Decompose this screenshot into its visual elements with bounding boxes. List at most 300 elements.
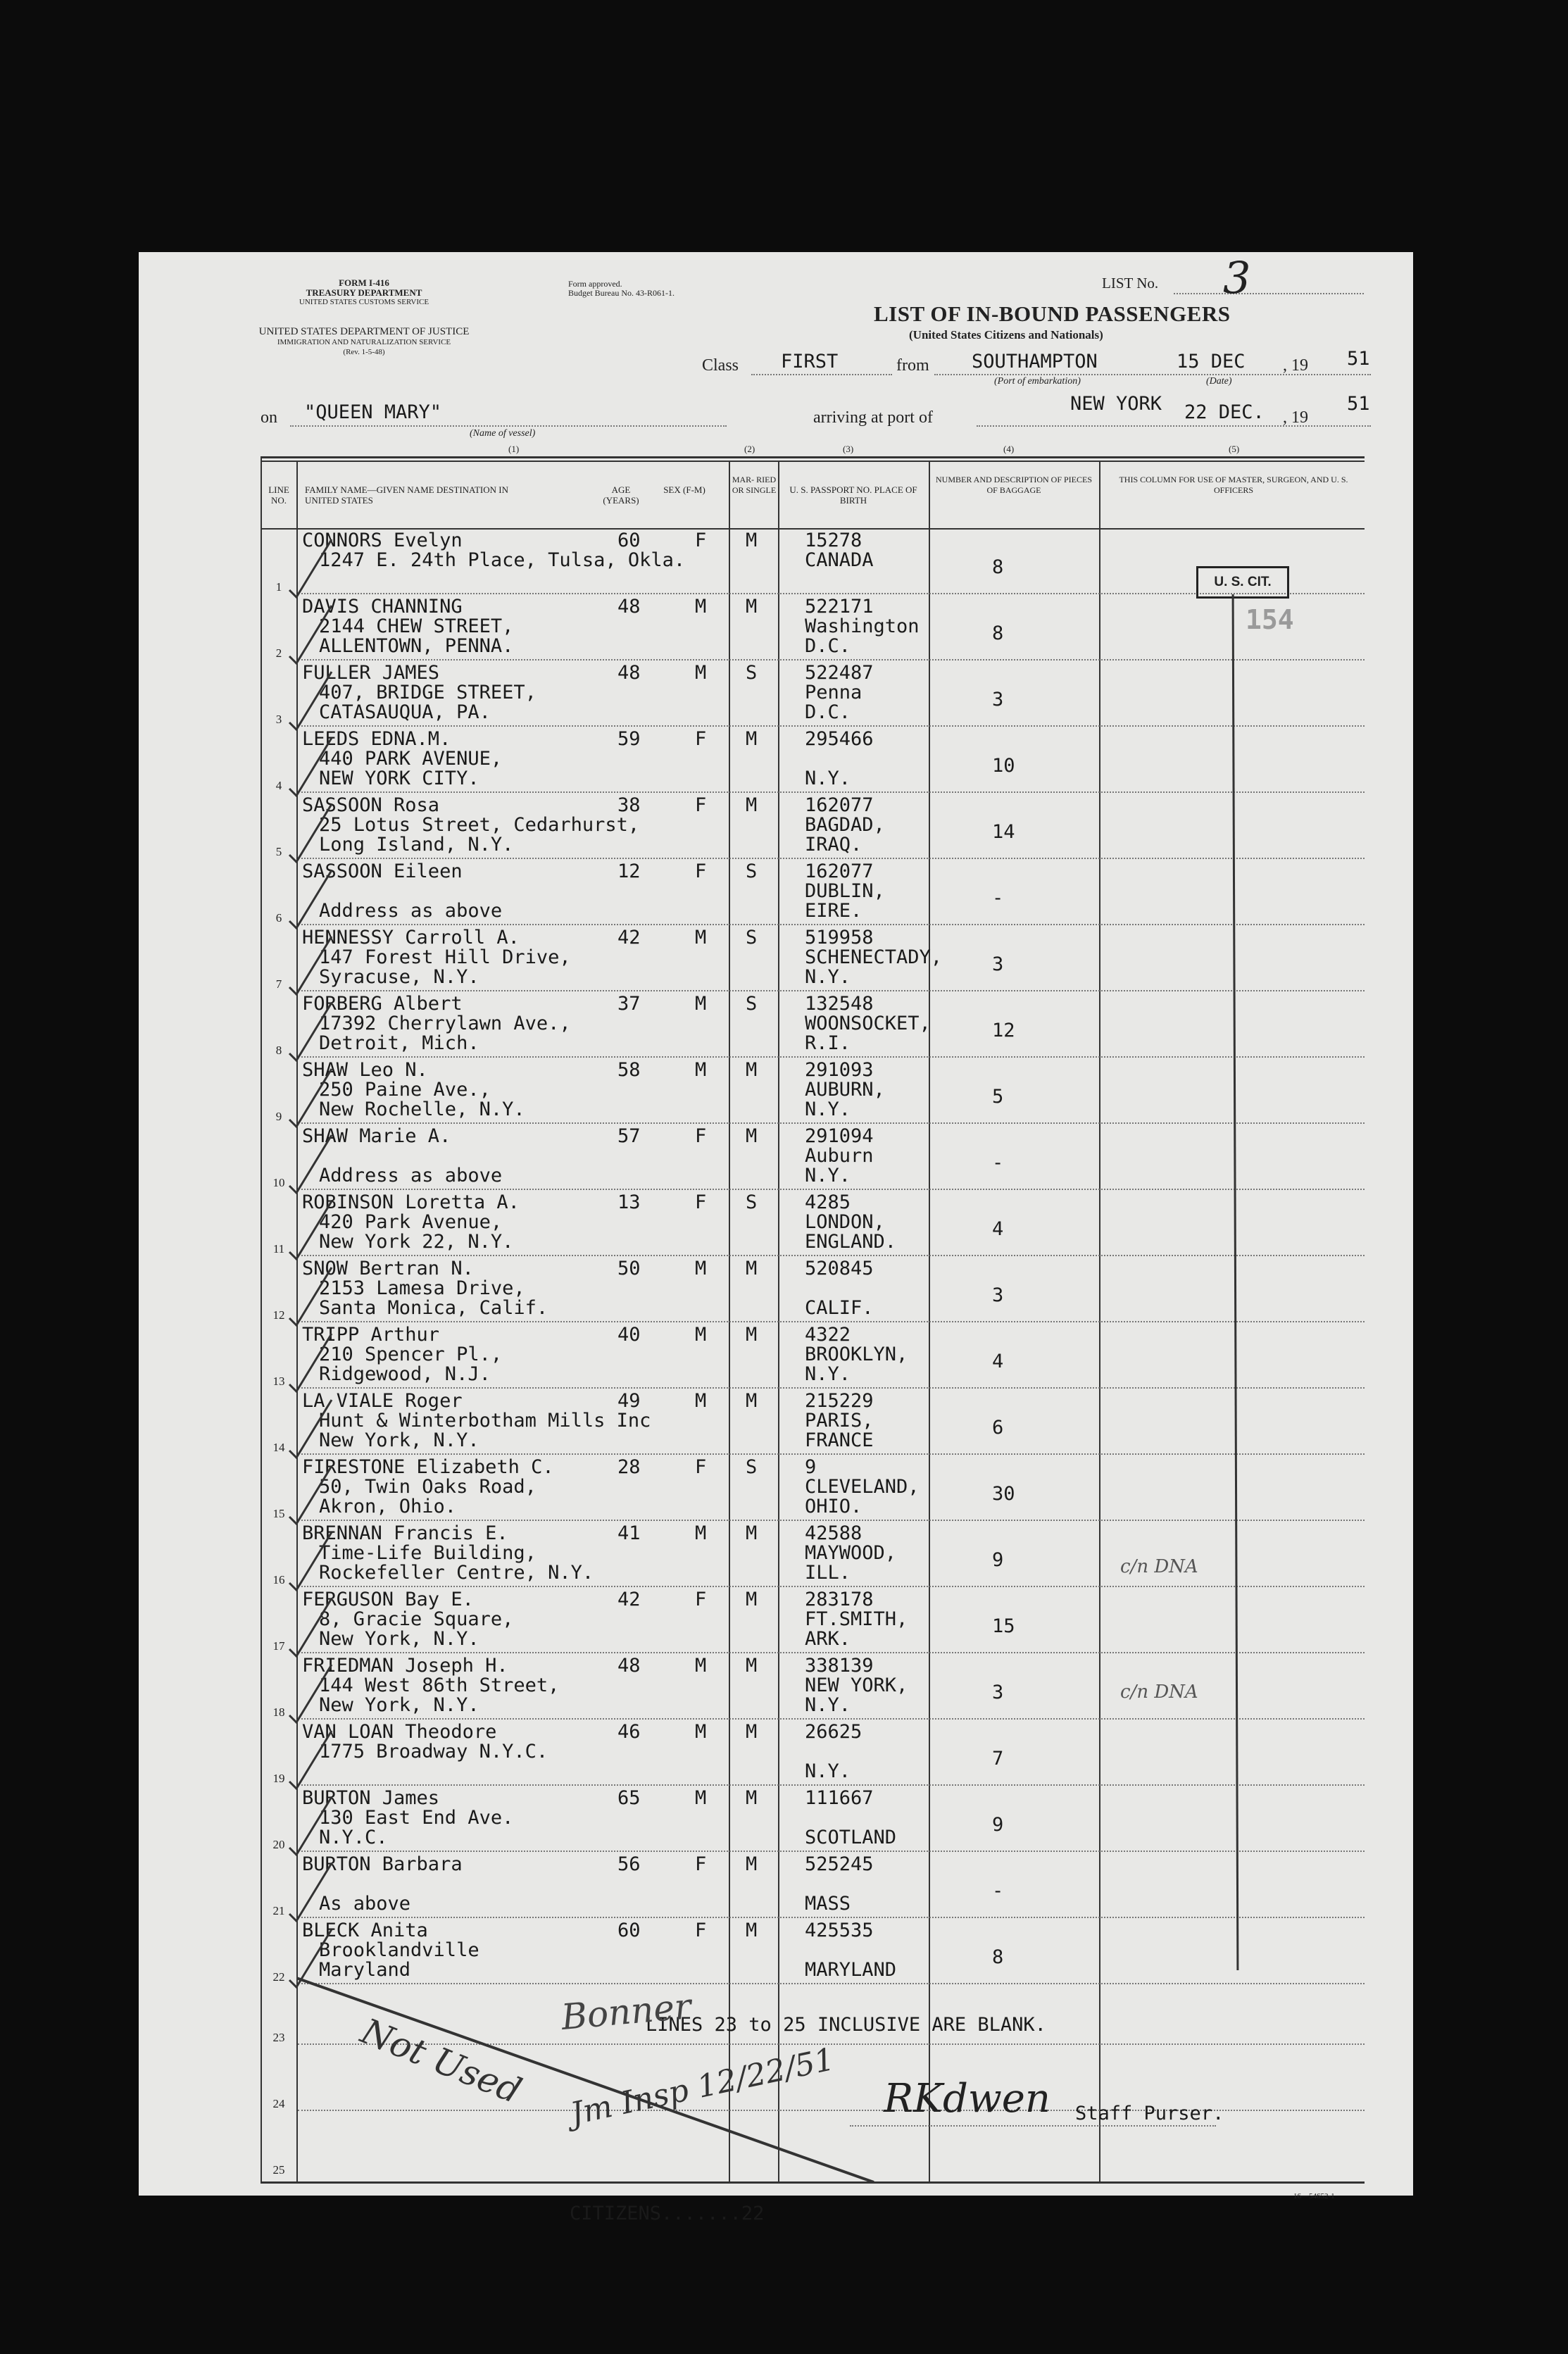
baggage-count: 4 [992, 1351, 1004, 1372]
age: 48 [617, 1655, 641, 1677]
from-line [934, 374, 1371, 375]
check-mark [287, 1131, 336, 1194]
baggage-count: 3 [992, 689, 1004, 710]
birthplace-line-2: OHIO. [805, 1496, 863, 1517]
sex: F [695, 1456, 707, 1478]
vessel-line [290, 425, 727, 427]
address-line-2: Santa Monica, Calif. [319, 1297, 548, 1319]
passenger-name: SNOW Bertran N. [302, 1258, 474, 1279]
embark-date: 15 DEC [1177, 351, 1246, 372]
sex: M [695, 1390, 707, 1412]
passenger-row [139, 1256, 1413, 1322]
sex: M [695, 927, 707, 949]
line-number: 9 [275, 1110, 282, 1123]
passenger-row [139, 1786, 1413, 1852]
sex: M [695, 1059, 707, 1081]
address-line-1: 420 Park Avenue, [319, 1211, 503, 1233]
birthplace-line-2: D.C. [805, 635, 851, 657]
passenger-row [139, 1720, 1413, 1786]
passport-number: 295466 [805, 728, 874, 750]
birthplace-line-2: SCOTLAND [805, 1827, 897, 1848]
line-number: 6 [275, 911, 282, 925]
passenger-name: ROBINSON Loretta A. [302, 1191, 520, 1213]
customs-service: UNITED STATES CUSTOMS SERVICE [299, 298, 429, 306]
check-mark [287, 1594, 336, 1658]
birthplace-line-1: MAYWOOD, [805, 1542, 897, 1564]
line-number: 3 [275, 713, 282, 726]
birthplace-line-2: D.C. [805, 701, 851, 723]
passport-number: 338139 [805, 1655, 874, 1677]
address-line-2: Address as above [319, 900, 503, 922]
birthplace-line-2: R.I. [805, 1032, 851, 1054]
baggage-count: - [992, 887, 1004, 909]
line-number: 18 [272, 1705, 285, 1719]
baggage-count: 3 [992, 1682, 1004, 1703]
address-line-1: 147 Forest Hill Drive, [319, 946, 571, 968]
passenger-row [139, 661, 1413, 727]
birthplace-line-2: N.Y. [805, 1363, 851, 1385]
line-number: 17 [272, 1639, 285, 1653]
marital-status: M [746, 1655, 758, 1677]
check-mark [287, 1859, 336, 1922]
baggage-count: - [992, 1880, 1004, 1902]
passenger-name: BURTON Barbara [302, 1853, 463, 1875]
line-number: 16 [272, 1573, 285, 1586]
address-line-1: 130 East End Ave. [319, 1807, 514, 1829]
sex: F [695, 728, 707, 750]
address-line-2: New York, N.Y. [319, 1628, 479, 1650]
baggage-count: 6 [992, 1417, 1004, 1439]
birthplace-line-2: ENGLAND. [805, 1231, 897, 1253]
stamp-number: 154 [1246, 604, 1294, 635]
line-number: 21 [272, 1904, 285, 1917]
sex: M [695, 1324, 707, 1346]
marital-status: M [746, 596, 758, 618]
passport-number: 132548 [805, 993, 874, 1015]
col-num-3: (3) [843, 444, 854, 454]
passport-number: 519958 [805, 927, 874, 949]
sex: M [695, 596, 707, 618]
list-no-label: LIST No. [1102, 275, 1159, 292]
passport-number: 15278 [805, 530, 863, 551]
age: 57 [617, 1125, 641, 1147]
address-line-1: 1247 E. 24th Place, Tulsa, Okla. [319, 549, 686, 571]
year-prefix: , 19 [1283, 356, 1308, 375]
passport-number: 111667 [805, 1787, 874, 1809]
list-no-line [1174, 293, 1364, 294]
age: 37 [617, 993, 641, 1015]
line-number: 19 [272, 1772, 285, 1785]
baggage-count: 7 [992, 1748, 1004, 1770]
address-line-2: ALLENTOWN, PENNA. [319, 635, 514, 657]
passenger-name: SHAW Marie A. [302, 1125, 451, 1147]
birthplace-line-1: LONDON, [805, 1211, 885, 1233]
passenger-name: FULLER JAMES [302, 662, 440, 684]
age: 13 [617, 1191, 641, 1213]
line-number: 4 [275, 779, 282, 792]
line-number: 15 [272, 1507, 285, 1520]
line-number: 7 [275, 977, 282, 991]
line-number-25: 25 [272, 2163, 285, 2177]
stamp-text: U. S. CIT. [1214, 575, 1272, 589]
age: 48 [617, 662, 641, 684]
port-embark-caption: (Port of embarkation) [994, 376, 1081, 387]
footer-code: 16—54652-1 [1293, 2192, 1335, 2200]
address-line-2: Ridgewood, N.J. [319, 1363, 491, 1385]
marital-status: S [746, 993, 758, 1015]
passenger-name: LEEDS EDNA.M. [302, 728, 451, 750]
age: 56 [617, 1853, 641, 1875]
sex: M [695, 662, 707, 684]
passport-number: 522487 [805, 662, 874, 684]
birthplace-line-2: MASS [805, 1893, 851, 1915]
birthplace-line-1: SCHENECTADY, [805, 946, 943, 968]
birthplace-line-1: Auburn [805, 1145, 874, 1167]
age: 38 [617, 794, 641, 816]
address-line-2: New York, N.Y. [319, 1694, 479, 1716]
birthplace-line-1: Washington [805, 615, 920, 637]
passenger-list-sheet [139, 252, 1413, 2224]
marital-status: M [746, 1059, 758, 1081]
birthplace-line-1: PARIS, [805, 1410, 874, 1432]
baggage-count: 3 [992, 1284, 1004, 1306]
staff-purser-label: Staff Purser. [1075, 2103, 1224, 2124]
line-number: 22 [272, 1970, 285, 1984]
age: 42 [617, 1589, 641, 1610]
marital-status: M [746, 1390, 758, 1412]
address-line-1: 2153 Lamesa Drive, [319, 1277, 525, 1299]
marital-status: M [746, 1787, 758, 1809]
marital-status: S [746, 1456, 758, 1478]
birthplace-line-1: CLEVELAND, [805, 1476, 920, 1498]
check-mark [287, 1660, 336, 1724]
passenger-row [139, 1521, 1413, 1587]
age: 40 [617, 1324, 641, 1346]
passport-number: 525245 [805, 1853, 874, 1875]
address-line-1: 17392 Cherrylawn Ave., [319, 1013, 571, 1034]
passenger-row [139, 1322, 1413, 1389]
birthplace-line-2: FRANCE [805, 1429, 874, 1451]
passenger-name: HENNESSY Carroll A. [302, 927, 520, 949]
baggage-count: 8 [992, 556, 1004, 578]
arrival-line [977, 425, 1371, 427]
line-number: 5 [275, 845, 282, 858]
check-mark [287, 1793, 336, 1856]
revision: (Rev. 1-5-48) [343, 348, 385, 356]
marital-status: M [746, 530, 758, 551]
passenger-row [139, 991, 1413, 1058]
birthplace-line-1: NEW YORK, [805, 1674, 908, 1696]
address-line-2: New York 22, N.Y. [319, 1231, 514, 1253]
header-married: MAR- RIED OR SINGLE [732, 475, 777, 495]
age: 12 [617, 860, 641, 882]
passenger-name: SHAW Leo N. [302, 1059, 428, 1081]
passenger-name: BRENNAN Francis E. [302, 1522, 508, 1544]
treasury-department: TREASURY DEPARTMENT [306, 287, 422, 298]
baggage-count: 5 [992, 1086, 1004, 1108]
birthplace-line-2: N.Y. [805, 1760, 851, 1782]
age: 59 [617, 728, 641, 750]
birthplace-line-1: AUBURN, [805, 1079, 885, 1101]
arrival-year-prefix: , 19 [1283, 408, 1308, 427]
passenger-row [139, 1653, 1413, 1720]
stamp-us-cit [1196, 566, 1289, 599]
marital-status: M [746, 1522, 758, 1544]
marital-status: M [746, 1125, 758, 1147]
age: 46 [617, 1721, 641, 1743]
age: 42 [617, 927, 641, 949]
passport-number: 522171 [805, 596, 874, 618]
age: 65 [617, 1787, 641, 1809]
check-mark [287, 601, 336, 665]
marital-status: M [746, 728, 758, 750]
line-number: 13 [272, 1375, 285, 1388]
age: 60 [617, 1920, 641, 1941]
birthplace-line-1: WOONSOCKET, [805, 1013, 931, 1034]
form-subtitle: (United States Citizens and Nationals) [909, 328, 1103, 342]
form-approved: Form approved. [568, 279, 622, 289]
passenger-row [139, 859, 1413, 925]
purser-line [850, 2125, 1216, 2127]
header-age: AGE (YEARS) [603, 484, 639, 506]
check-mark [287, 1727, 336, 1790]
passenger-name: CONNORS Evelyn [302, 530, 463, 551]
class-label: Class [702, 356, 739, 375]
address-line-2: Maryland [319, 1959, 411, 1981]
passport-number: 4285 [805, 1191, 851, 1213]
from-label: from [896, 356, 929, 375]
address-line-1: 250 Paine Ave., [319, 1079, 491, 1101]
check-mark [287, 535, 336, 599]
passenger-name: SASSOON Eileen [302, 860, 463, 882]
birthplace-line-2: ILL. [805, 1562, 851, 1584]
ins-service: IMMIGRATION AND NATURALIZATION SERVICE [277, 338, 451, 346]
baggage-count: - [992, 1152, 1004, 1174]
marital-status: S [746, 662, 758, 684]
passenger-name: DAVIS CHANNING [302, 596, 463, 618]
address-line-1: 407, BRIDGE STREET, [319, 682, 537, 703]
sex: M [695, 1258, 707, 1279]
passenger-row [139, 727, 1413, 793]
passenger-name: BLECK Anita [302, 1920, 428, 1941]
line-number: 12 [272, 1308, 285, 1322]
table-top-rule-2 [261, 461, 1365, 462]
embark-year: 51 [1347, 348, 1370, 370]
marital-status: M [746, 1920, 758, 1941]
passenger-row [139, 1190, 1413, 1256]
budget-bureau: Budget Bureau No. 43-R061-1. [568, 288, 675, 298]
birthplace-line-2: MARYLAND [805, 1959, 897, 1981]
address-line-2: New York, N.Y. [319, 1429, 479, 1451]
vessel-name: "QUEEN MARY" [304, 401, 442, 423]
passenger-name: VAN LOAN Theodore [302, 1721, 497, 1743]
vessel-caption: (Name of vessel) [470, 428, 536, 439]
passport-number: 291093 [805, 1059, 874, 1081]
marital-status: S [746, 1191, 758, 1213]
purser-signature: RKdwen [884, 2076, 1050, 2122]
sex: M [695, 1522, 707, 1544]
baggage-count: 3 [992, 953, 1004, 975]
passport-number: 42588 [805, 1522, 863, 1544]
sex: F [695, 1589, 707, 1610]
check-mark [287, 1263, 336, 1327]
age: 28 [617, 1456, 641, 1478]
birthplace-line-2: EIRE. [805, 900, 863, 922]
marital-status: M [746, 794, 758, 816]
line-number: 2 [275, 646, 282, 660]
birthplace-line-2: N.Y. [805, 768, 851, 789]
line-number: 8 [275, 1044, 282, 1057]
line-number: 14 [272, 1441, 285, 1454]
passport-number: 162077 [805, 794, 874, 816]
passenger-name: SASSOON Rosa [302, 794, 440, 816]
arrival-year: 51 [1347, 393, 1370, 415]
sex: F [695, 860, 707, 882]
embark-port: SOUTHAMPTON [972, 351, 1098, 372]
check-mark [287, 668, 336, 731]
sex: M [695, 1721, 707, 1743]
header-name: FAMILY NAME—GIVEN NAME DESTINATION IN UNITED STATES [305, 484, 509, 506]
baggage-count: 10 [992, 755, 1015, 777]
line-number: 11 [272, 1242, 285, 1256]
passport-number: 9 [805, 1456, 817, 1478]
handwritten-signature-top: Bonner [559, 1986, 693, 2038]
sex: F [695, 1920, 707, 1941]
birthplace-line-2: CALIF. [805, 1297, 874, 1319]
birthplace-line-1: CANADA [805, 549, 874, 571]
address-line-1: 2144 CHEW STREET, [319, 615, 514, 637]
passenger-name: TRIPP Arthur [302, 1324, 440, 1346]
marital-status: S [746, 860, 758, 882]
class-line [751, 374, 892, 375]
address-line-2: Syracuse, N.Y. [319, 966, 479, 988]
passport-number: 291094 [805, 1125, 874, 1147]
marital-status: M [746, 1853, 758, 1875]
arrival-date: 22 DEC. [1184, 401, 1265, 423]
check-mark [287, 1065, 336, 1128]
birthplace-line-1: BAGDAD, [805, 814, 885, 836]
header-officers: THIS COLUMN FOR USE OF MASTER, SURGEON, AND U. S. OFFICERS [1119, 475, 1348, 495]
address-line-1: 25 Lotus Street, Cedarhurst, [319, 814, 640, 836]
baggage-count: 8 [992, 1946, 1004, 1968]
address-line-1: 50, Twin Oaks Road, [319, 1476, 537, 1498]
check-mark [287, 1329, 336, 1393]
age: 58 [617, 1059, 641, 1081]
address-line-1: Time-Life Building, [319, 1542, 537, 1564]
blank-lines-note: LINES 23 to 25 INCLUSIVE ARE BLANK. [646, 2014, 1046, 2036]
marital-status: M [746, 1589, 758, 1610]
sex: F [695, 1853, 707, 1875]
baggage-count: 14 [992, 821, 1015, 843]
address-line-2: Detroit, Mich. [319, 1032, 479, 1054]
address-line-2: Akron, Ohio. [319, 1496, 457, 1517]
header-passport: U. S. PASSPORT NO. PLACE OF BIRTH [789, 484, 917, 506]
check-mark [287, 1528, 336, 1591]
passport-number: 520845 [805, 1258, 874, 1279]
address-line-2: NEW YORK CITY. [319, 768, 479, 789]
birthplace-line-1: Penna [805, 682, 863, 703]
not-used-cross-line [296, 1974, 888, 2186]
age: 50 [617, 1258, 641, 1279]
marital-status: M [746, 1721, 758, 1743]
passport-number: 425535 [805, 1920, 874, 1941]
sex: M [695, 993, 707, 1015]
birthplace-line-2: N.Y. [805, 1098, 851, 1120]
address-line-2: As above [319, 1893, 411, 1915]
class-value: FIRST [781, 351, 839, 372]
sex: M [695, 1787, 707, 1809]
passenger-name: BURTON James [302, 1787, 440, 1809]
form-number: FORM I-416 [339, 277, 389, 288]
address-line-1: 440 PARK AVENUE, [319, 748, 503, 770]
check-mark [287, 866, 336, 929]
birthplace-line-1: BROOKLYN, [805, 1344, 908, 1365]
passenger-row [139, 1124, 1413, 1190]
sex: F [695, 1125, 707, 1147]
baggage-count: 8 [992, 622, 1004, 644]
handwritten-not-used: Not Used [355, 2010, 527, 2112]
address-line-1: 8, Gracie Square, [319, 1608, 514, 1630]
baggage-count: 9 [992, 1549, 1004, 1571]
passenger-row [139, 1852, 1413, 1918]
line-number: 20 [272, 1838, 285, 1851]
age: 41 [617, 1522, 641, 1544]
passport-number: 4322 [805, 1324, 851, 1346]
passport-number: 283178 [805, 1589, 874, 1610]
list-no-value: 3 [1223, 252, 1251, 303]
check-mark [287, 1396, 336, 1459]
passenger-row [139, 925, 1413, 991]
col-num-5: (5) [1229, 444, 1240, 454]
address-line-2: New Rochelle, N.Y. [319, 1098, 525, 1120]
check-mark [287, 998, 336, 1062]
line-number-23: 23 [272, 2031, 285, 2044]
passport-number: 162077 [805, 860, 874, 882]
passenger-row [139, 1389, 1413, 1455]
address-line-2: Rockefeller Centre, N.Y. [319, 1562, 594, 1584]
check-mark [287, 734, 336, 797]
passenger-name: FRIEDMAN Joseph H. [302, 1655, 508, 1677]
handwritten-inspector: Jm Insp 12/22/51 [567, 2041, 838, 2133]
passenger-name: FORBERG Albert [302, 993, 463, 1015]
baggage-count: 9 [992, 1814, 1004, 1836]
table-top-rule [261, 456, 1365, 458]
sex: M [695, 1655, 707, 1677]
address-line-2: N.Y.C. [319, 1827, 388, 1848]
header-sex: SEX (F-M) [663, 484, 705, 495]
address-line-1: 210 Spencer Pl., [319, 1344, 503, 1365]
col-num-2: (2) [744, 444, 755, 454]
line-number-24: 24 [272, 2097, 285, 2110]
marital-status: S [746, 927, 758, 949]
check-mark [287, 932, 336, 996]
sex: F [695, 1191, 707, 1213]
passenger-name: LA VIALE Roger [302, 1390, 463, 1412]
baggage-count: 4 [992, 1218, 1004, 1240]
birthplace-line-2: N.Y. [805, 1694, 851, 1716]
passenger-row [139, 1455, 1413, 1521]
address-line-1: 144 West 86th Street, [319, 1674, 560, 1696]
check-mark [287, 1197, 336, 1260]
address-line-1: 1775 Broadway N.Y.C. [319, 1741, 548, 1763]
check-mark [287, 1462, 336, 1525]
passenger-row [139, 1058, 1413, 1124]
annotation-row-16: c/n DNA [1120, 1556, 1198, 1577]
address-line-2: CATASAUQUA, PA. [319, 701, 491, 723]
baggage-count: 30 [992, 1483, 1015, 1505]
passenger-row [139, 594, 1413, 661]
justice-department: UNITED STATES DEPARTMENT OF JUSTICE [258, 326, 470, 337]
